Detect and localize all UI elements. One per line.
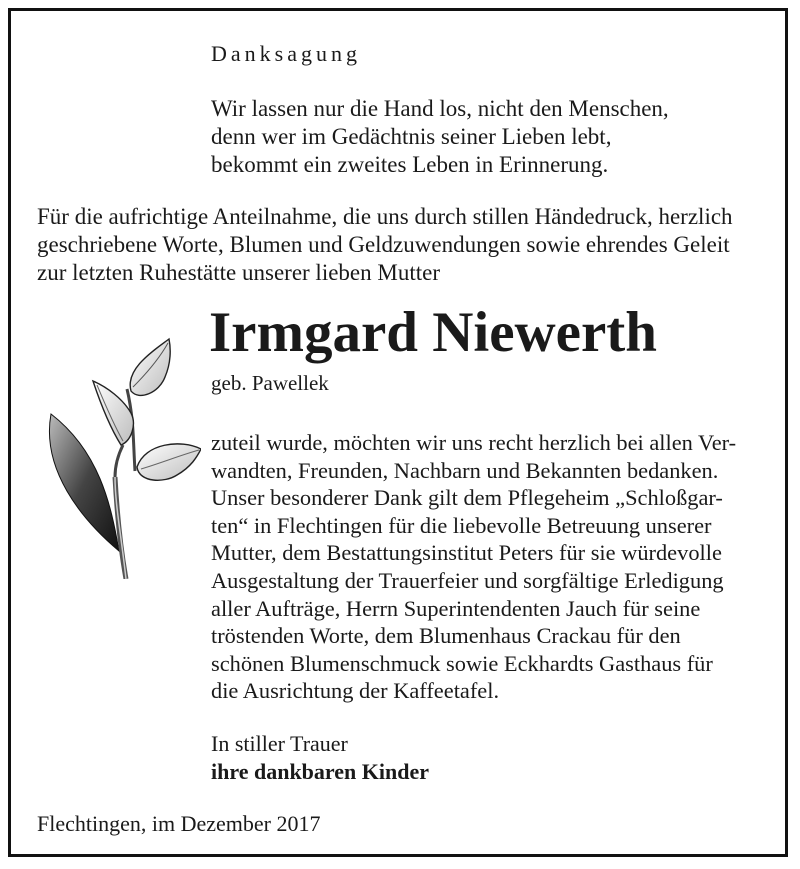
body-line: Mutter, dem Bestattungsinstitut Peters für sie würdevolle [211,540,722,566]
motto-line: Wir lassen nur die Hand los, nicht den Menschen, [211,96,669,121]
intro-line: zur letzten Ruhestätte unserer lieben Mutter [37,260,440,285]
obituary-card [8,8,788,857]
intro-line: geschriebene Worte, Blumen und Geldzuwendungen sowie ehrendes Geleit [37,232,730,257]
body-line: tröstenden Worte, dem Blumenhaus Crackau für den [211,623,681,649]
signature-names: ihre dankbaren Kinder [211,759,430,784]
notice-heading: Danksagung [211,41,361,66]
body-line: aller Aufträge, Herrn Superintendenten Jauch für seine [211,595,701,621]
body-line: zuteil wurde, möchten wir uns recht herzlich bei allen Ver- [211,430,737,455]
birth-name: geb. Pawellek [211,371,329,395]
gratitude-paragraph [211,429,773,705]
place-date: Flechtingen, im Dezember 2017 [37,811,321,836]
body-line: Ausgestaltung der Trauerfeier und sorgfältige Erledigung [211,567,724,593]
body-line: ten“ in Flechtingen für die liebevolle Betreuung unserer [211,512,712,538]
body-line: wandten, Freunden, Nachbarn und Bekannten bedanken. [211,457,719,483]
motto-verse [211,95,669,179]
motto-line: bekommt ein zweites Leben in Erinnerung. [211,152,609,177]
body-line: die Ausrichtung der Kaffeetafel. [211,678,500,704]
calla-lily-icon [41,329,201,579]
intro-line: Für die aufrichtige Anteilnahme, die uns durch stillen Händedruck, herzlich [37,204,733,229]
signature-greeting: In stiller Trauer [211,731,348,756]
motto-line: denn wer im Gedächtnis seiner Lieben lebt, [211,124,612,149]
body-line: Unser besonderer Dank gilt dem Pflegeheim „Schloßgar- [211,485,723,511]
body-line: schönen Blumenschmuck sowie Eckhardts Gasthaus für [211,650,713,676]
deceased-name: Irmgard Niewerth [209,301,657,364]
intro-paragraph [37,203,733,287]
